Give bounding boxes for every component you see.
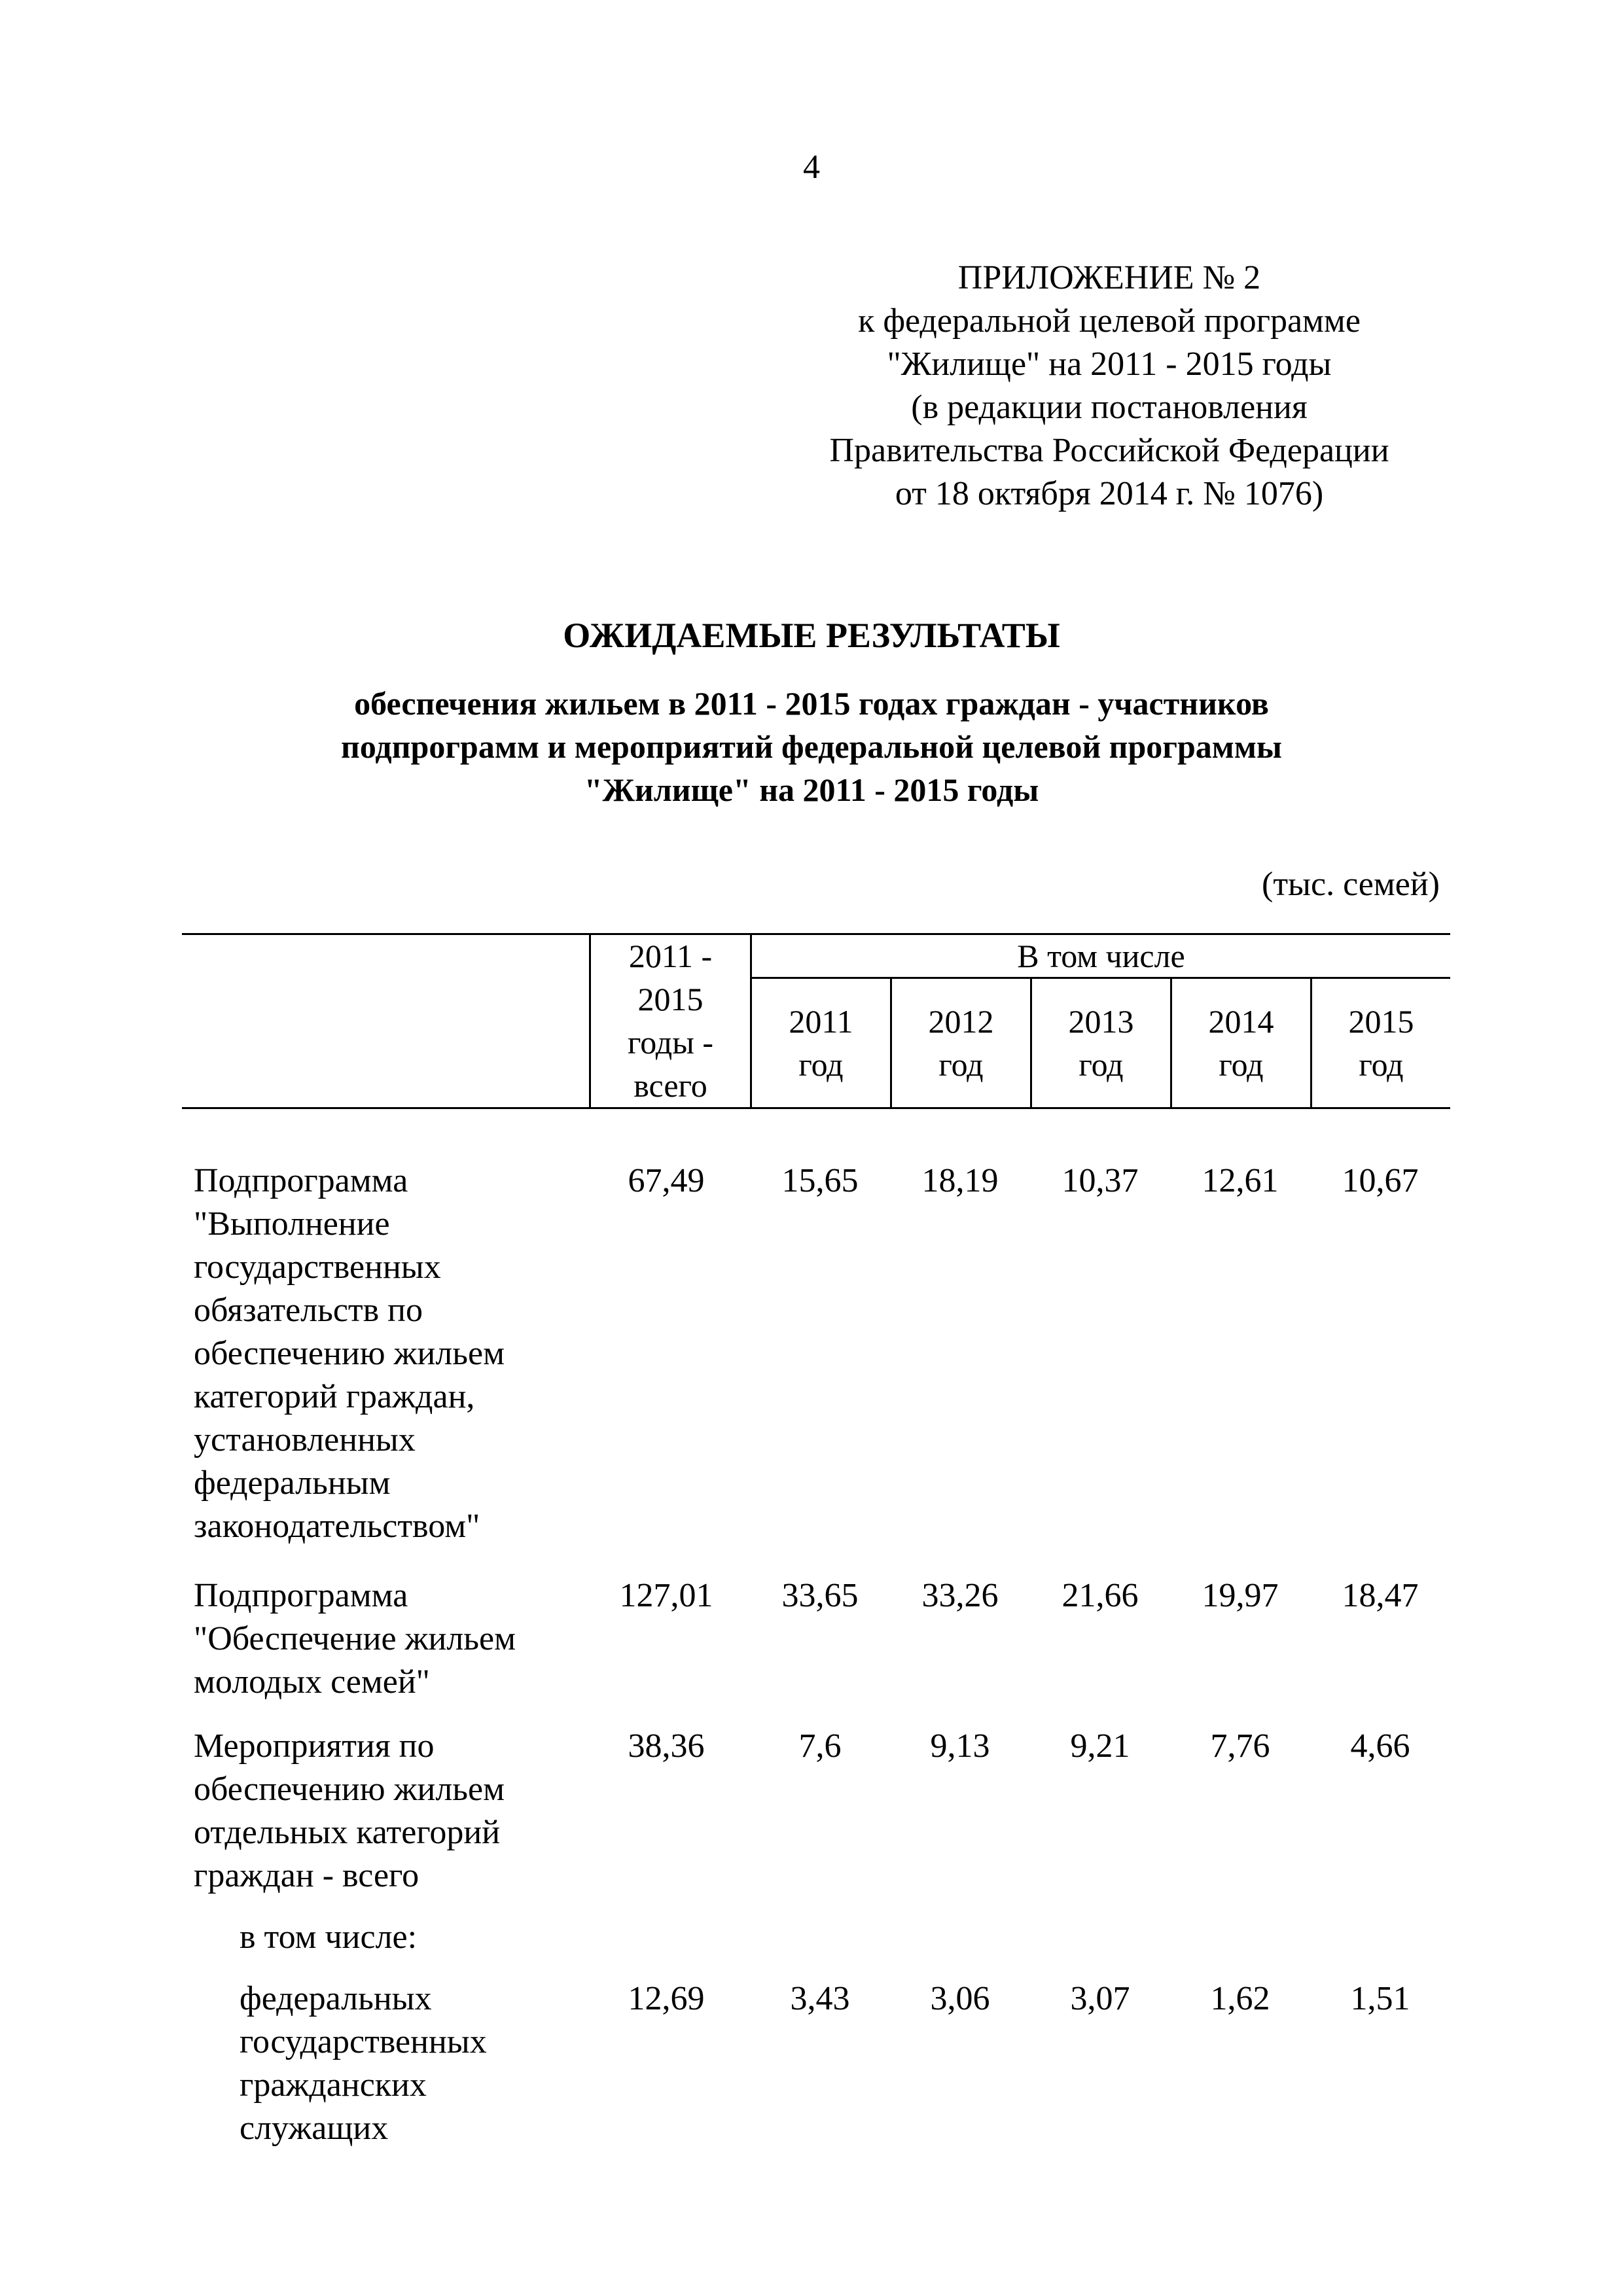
cell-2014: 12,61 xyxy=(1202,1162,1279,1199)
page-number: 4 xyxy=(803,149,820,186)
appendix-header xyxy=(759,256,1459,516)
cell-2015: 4,66 xyxy=(1350,1727,1410,1765)
appendix-line: ПРИЛОЖЕНИЕ № 2 xyxy=(957,259,1261,296)
year-header-2014: 2014 год xyxy=(1208,1003,1274,1083)
cell-2015: 18,47 xyxy=(1342,1577,1419,1614)
row-label: федеральных государственных гражданских служащих xyxy=(240,1980,487,2147)
cell-total: 67,49 xyxy=(628,1162,705,1199)
cell-2013: 10,37 xyxy=(1061,1162,1139,1199)
cell-2013: 21,66 xyxy=(1061,1577,1139,1614)
cell-2014: 7,76 xyxy=(1210,1727,1270,1765)
cell-2013: 9,21 xyxy=(1070,1727,1130,1765)
unit-label: (тыс. семей) xyxy=(1262,866,1440,903)
subtitle-line: обеспечения жильем в 2011 - 2015 годах граждан - участников xyxy=(354,685,1269,722)
cell-total: 127,01 xyxy=(619,1577,713,1614)
appendix-line: от 18 октября 2014 г. № 1076) xyxy=(895,475,1324,512)
cell-2015: 10,67 xyxy=(1342,1162,1419,1199)
cell-2011: 7,6 xyxy=(798,1727,842,1765)
document-title: ОЖИДАЕМЫЕ РЕЗУЛЬТАТЫ xyxy=(563,616,1060,655)
cell-2014: 1,62 xyxy=(1210,1980,1270,2017)
cell-2011: 15,65 xyxy=(781,1162,859,1199)
year-header-2012: 2012 год xyxy=(928,1003,994,1083)
cell-2014: 19,97 xyxy=(1202,1577,1279,1614)
year-header-2015: 2015 год xyxy=(1348,1003,1414,1083)
year-header-2011: 2011 год xyxy=(789,1003,853,1083)
header-bottom-rule xyxy=(182,1107,1450,1109)
cell-2013: 3,07 xyxy=(1070,1980,1130,2017)
cell-total: 38,36 xyxy=(628,1727,705,1765)
cell-2012: 9,13 xyxy=(930,1727,990,1765)
document-subtitle xyxy=(0,682,1623,811)
cell-2012: 33,26 xyxy=(921,1577,999,1614)
year-header-2013: 2013 год xyxy=(1068,1003,1134,1083)
group-header: В том числе xyxy=(1017,938,1185,974)
appendix-line: к федеральной целевой программе xyxy=(858,302,1361,340)
cell-2015: 1,51 xyxy=(1350,1980,1410,2017)
cell-2012: 3,06 xyxy=(930,1980,990,2017)
cell-2011: 33,65 xyxy=(781,1577,859,1614)
subtitle-line: подпрограмм и мероприятий федеральной целевой программы xyxy=(341,728,1282,765)
appendix-line: "Жилище" на 2011 - 2015 годы xyxy=(887,345,1332,383)
appendix-line: Правительства Российской Федерации xyxy=(829,432,1389,469)
appendix-line: (в редакции постановления xyxy=(911,389,1308,426)
row-label: Подпрограмма "Выполнение государственных обязательств по обеспечению жильем категорий граждан, установленных федеральным законодательством" xyxy=(194,1162,505,1545)
cell-total: 12,69 xyxy=(628,1980,705,2017)
row-label: Мероприятия по обеспечению жильем отдельных категорий граждан - всего xyxy=(194,1727,505,1894)
cell-2011: 3,43 xyxy=(790,1980,850,2017)
total-column-header: 2011 - 2015 годы - всего xyxy=(627,938,713,1104)
row-label: Подпрограмма "Обеспечение жильем молодых семей" xyxy=(194,1577,516,1701)
subtitle-line: "Жилище" на 2011 - 2015 годы xyxy=(584,771,1039,808)
row-label: в том числе: xyxy=(240,1918,418,1956)
cell-2012: 18,19 xyxy=(921,1162,999,1199)
